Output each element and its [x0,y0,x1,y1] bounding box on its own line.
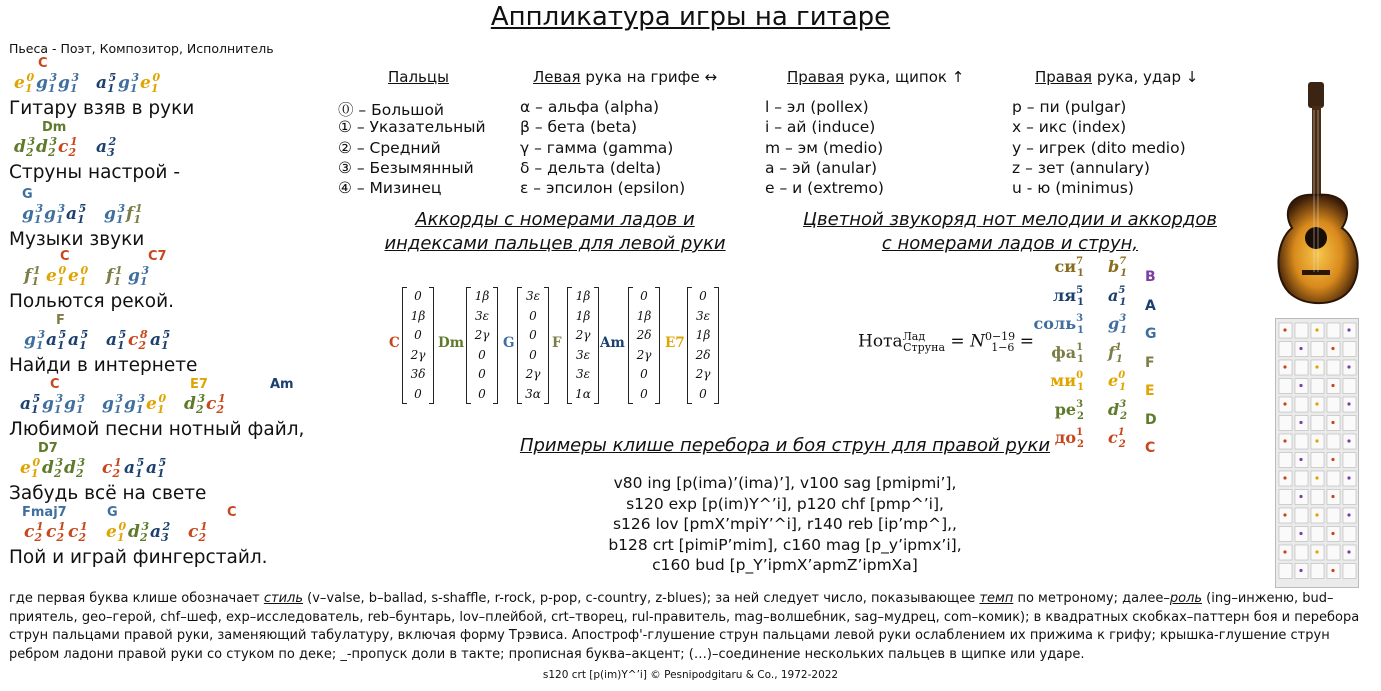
scale-letter: G [1145,326,1157,342]
pluck-item: a – эй (anular) [765,158,878,177]
fingering-symbol: $a_3^2$ [150,520,171,544]
scale-letter-fingering: $e^0_1$ [1108,370,1127,393]
matrix-chord-label: E7 [665,335,685,351]
matrix-cell: 3α [525,386,541,401]
chord-label: C [60,249,70,264]
lyric-line: Найди в интернете [9,355,198,376]
scale-letter: D [1145,411,1157,428]
scale-note: $си^7_1$ [1054,256,1084,279]
lyric-line: Любимой песни нотный файл, [9,419,305,440]
fingering-symbol: $g_1^3$ [24,328,46,352]
fingering-symbol: $c_2^8$ [128,328,148,352]
fingering-symbol: $d_2^3$ [64,456,86,480]
fingering-symbol: $a_1^5$ [146,456,167,480]
fingering-symbol: $g_1^3$ [42,392,64,416]
scale-letter-fingering: $g^3_1$ [1108,313,1128,336]
left-item: γ – гамма (gamma) [520,138,674,157]
chord-label: C [38,56,48,71]
matrix-cell: 1β [695,328,711,342]
fingering-symbol: $c_2^1$ [58,135,78,159]
fingering-symbol: $g_1^3$ [22,202,44,226]
pattern-line: b128 crt [pimiP’mim], c160 mag [p_y’ipmx’i], [608,535,962,554]
pluck-item: e – и (extremo) [765,179,884,198]
fingers-item: ⓪ – Большой [338,101,445,119]
right-hand-strike-header: Правая рука, удар ↓ [1035,68,1199,86]
scale-letter-fingering: $c^1_2$ [1108,427,1126,450]
scale-note: $ре^3_2$ [1054,398,1084,422]
chord-label: E7 [190,377,208,392]
pattern-line: c160 bud [p_Y’ipmX’apmZ’ipmXa] [652,556,918,574]
scale-note: соль$^3_1$ [1033,313,1084,336]
left-hand-header: Левая рука на грифе ↔ [533,68,718,86]
chord-matrix [628,287,660,404]
explanation-text: где первая буква клише обозначает стиль (v–valse, b–ballad, s-shaffle, r-rock, p-pop, c-country, z-blues); за ней следует число, показывающее темп по метроному; далее–роль (ing–инженю, bud–приятель, geo–герой, chf–шеф, exp–исследователь, reb–бунтарь, lov–плейбой, crt–творец, rul-правитель, mag–волшебник, sag–мудрец, com–комик); в квадратных скобках–паттерн боя и перебора струн пальцами правой руки, заменяющий табулатуру, включая форму Трэвиса. Апостроф'-глушение струн пальцами левой руки ослаблением их прижима к грифу; крышка-глушение струн ребром ладони правой руки со стуком по деке; _-пропуск доли в такте; прописная буква–акцент; (…)–соединение нескольких пальцев в щипке или ударе. [9,591,1360,662]
scale-letter: E [1145,383,1155,399]
scale-letter: A [1145,297,1156,314]
matrix-cell: 2γ [410,347,426,362]
pattern-line: s120 exp [p(im)Y^’i], p120 chf [pmp^’i], [626,494,944,513]
matrix-cell: 3ε [474,308,490,323]
matrix-cell: 3ε [695,308,711,323]
fingering-symbol: $f_1^1$ [24,264,41,288]
strike-item: y – игрек (dito medio) [1012,138,1186,157]
fingering-symbol: $c_2^1$ [102,456,122,480]
keyboard-image [1275,318,1359,588]
pluck-item: i – ай (induce) [765,118,876,137]
scale-title: Цветной звукоряд нот мелодии и аккордов с номерами ладов и струн, [803,209,1217,254]
patterns-title: Примеры клише перебора и боя струн для правой руки [519,435,1051,456]
fingering-symbol: $a_1^5$ [68,328,89,352]
scale-letter-fingering: $d^3_2$ [1108,398,1128,422]
left-item: ε – эпсилон (epsilon) [520,179,686,198]
fingering-symbol: $a_1^5$ [46,328,67,352]
chord-label: Am [270,377,294,392]
chord-label: G [107,505,118,520]
fingering-symbol: $g_1^3$ [102,392,124,416]
matrix-cell: 0 [414,289,422,303]
scale-note: $ми^0_1$ [1050,370,1084,393]
matrix-cell: 0 [529,347,537,362]
fingering-symbol: $g_1^3$ [36,71,58,95]
fingering-symbol: $g_1^3$ [58,71,80,95]
matrix-cell: 2δ [636,328,652,342]
fingering-symbol: $e_1^0$ [140,71,161,95]
matrix-cell: 1β [575,308,591,323]
fingers-item: ④ – Мизинец [338,179,442,198]
chord-label: G [22,187,33,202]
matrix-chord-label: Am [600,335,625,351]
fingers-item: ③ – Безымянный [338,158,474,177]
lyric-line: Забудь всё на свете [9,483,207,504]
matrix-cell: 0 [478,367,486,381]
fingering-symbol: $g_1^3$ [44,202,66,226]
fingering-symbol: $g_1^3$ [128,264,150,288]
fingers-header: Пальцы [388,68,449,86]
matrix-cell: 1β [410,308,426,323]
matrix-cell: 2γ [695,367,711,381]
left-item: δ – дельта (delta) [520,158,662,177]
scale-letter-fingering: $a^5_1$ [1108,284,1127,308]
matrix-cell: 0 [640,386,648,401]
pluck-item: l – эл (pollex) [765,98,869,116]
chord-label: Fmaj7 [22,505,67,520]
fingering-symbol: $c_2^1$ [206,392,226,416]
strike-item: x – икс (index) [1012,118,1127,137]
fingering-symbol: $d_2^3$ [14,135,36,159]
matrix-cell: 2γ [474,328,490,342]
fingering-symbol: $f_1^1$ [106,264,123,288]
fingering-symbol: $a_1^5$ [150,328,171,352]
fingering-symbol: $c_2^1$ [68,520,88,544]
strike-item: p – пи (pulgar) [1012,98,1127,116]
matrix-cell: 2γ [636,347,652,362]
fingering-symbol: $c_2^1$ [188,520,208,544]
scale-letter: F [1145,354,1155,371]
fingers-item: ② – Средний [338,138,441,157]
fingering-symbol: $f_1^1$ [126,202,143,226]
matrix-cell: 0 [640,289,648,303]
chord-label: D7 [38,441,58,456]
fingering-symbol: $a_3^2$ [96,135,117,159]
chord-label: Dm [42,120,67,135]
fingering-symbol: $c_2^1$ [24,520,44,544]
matrix-cell: 0 [699,289,707,303]
fingering-symbol: $g_1^3$ [64,392,86,416]
lyric-line: Музыки звуки [9,229,145,250]
chords-title: Аккорды с номерами ладов и индексами пальцев для левой руки [384,209,726,254]
scale-note: $фа^1_1$ [1051,341,1084,365]
fingering-symbol: $e_1^0$ [46,264,67,288]
scale-note: $ля^5_1$ [1052,284,1084,308]
fingering-symbol: $d_2^3$ [36,135,58,159]
matrix-cell: 3δ [410,367,426,381]
matrix-cell: 1β [636,308,652,323]
chord-label: F [56,313,65,328]
fingering-symbol: $d_2^3$ [128,520,150,544]
fingering-symbol: $e_1^0$ [146,392,167,416]
lyric-line: Польются рекой. [9,291,175,312]
pattern-line: v80 ing [p(ima)’(ima)’], v100 sag [pmipmi’], [613,474,957,492]
chord-matrix [466,287,498,404]
fingering-symbol: $d_2^3$ [184,392,206,416]
pluck-item: m – эм (medio) [765,138,884,157]
strike-item: z – зет (annulary) [1012,158,1150,177]
matrix-cell: 2δ [695,347,711,362]
matrix-cell: 0 [414,328,422,342]
scale-letter: B [1145,269,1156,285]
matrix-cell: 2γ [575,328,591,342]
chord-matrix [402,287,434,404]
matrix-cell: 2γ [525,367,541,381]
note-formula: Нота$^{Лад}_{Струна}$ = $N^{0-19}_{1-6}$ = [858,330,1035,355]
matrix-chord-label: C [389,335,400,351]
chord-matrix [687,287,719,404]
left-item: β – бета (beta) [520,118,638,137]
matrix-cell: 3ε [525,289,541,303]
matrix-chord-label: Dm [438,335,464,351]
fingering-symbol: $a_1^5$ [124,456,145,480]
matrix-cell: 0 [478,386,486,401]
fingering-symbol: $d_2^3$ [42,456,64,480]
matrix-chord-label: G [503,335,515,351]
footer: s120 crt [p(im)Y^’i] © Pesnipodgitaru & Co., 1972-2022 [542,669,839,681]
fingering-symbol: $g_1^3$ [124,392,146,416]
matrix-cell: 0 [640,367,648,381]
matrix-cell: 3ε [575,367,591,381]
chord-matrix [517,287,549,404]
lyric-line: Пой и играй фингерстайл. [9,547,268,568]
fingering-symbol: $e_1^0$ [68,264,89,288]
matrix-cell: 1β [474,289,490,303]
matrix-cell: 0 [529,328,537,342]
lyric-line: Гитару взяв в руки [9,98,195,119]
chord-matrix [567,287,599,404]
chord-label: C [227,505,237,520]
chord-label: C7 [148,249,167,264]
fingering-symbol: $e_1^0$ [14,71,35,95]
fingering-symbol: $a_1^5$ [106,328,127,352]
matrix-cell: 1β [575,289,591,303]
matrix-cell: 1α [575,386,591,401]
fingering-symbol: $g_1^3$ [104,202,126,226]
fingers-item: ① – Указательный [338,118,486,137]
fingering-symbol: $a_1^5$ [20,392,41,416]
matrix-chord-label: F [552,335,562,351]
matrix-cell: 0 [414,386,422,401]
right-hand-pluck-header: Правая рука, щипок ↑ [787,68,965,86]
piece-subtitle: Пьеса - Поэт, Композитор, Исполнитель [9,41,274,56]
fingering-symbol: $c_2^1$ [46,520,66,544]
fingering-symbol: $a_1^5$ [96,71,117,95]
chord-label: C [50,377,60,392]
fingering-symbol: $e_1^0$ [106,520,127,544]
lyric-line: Струны настрой - [9,162,180,183]
guitar-image [1262,80,1372,310]
page-title: Аппликатура игры на гитаре [490,2,891,32]
fingering-symbol: $a_1^5$ [66,202,87,226]
strike-item: u - ю (minimus) [1012,179,1134,198]
pattern-line: s126 lov [pmX’mpiY’^i], r140 reb [ip’mp^],, [612,515,957,533]
fingering-symbol: $e_1^0$ [20,456,41,480]
left-item: α – альфа (alpha) [520,98,660,116]
matrix-cell: 0 [699,386,707,401]
matrix-cell: 3ε [575,347,591,362]
scale-letter-fingering: $b^7_1$ [1108,256,1128,279]
scale-letter: C [1145,440,1156,456]
scale-note: $до^1_2$ [1054,427,1084,450]
fingering-symbol: $g_1^3$ [118,71,140,95]
scale-letter-fingering: $f^1_1$ [1108,341,1123,365]
matrix-cell: 0 [529,308,537,323]
matrix-cell: 0 [478,347,486,362]
